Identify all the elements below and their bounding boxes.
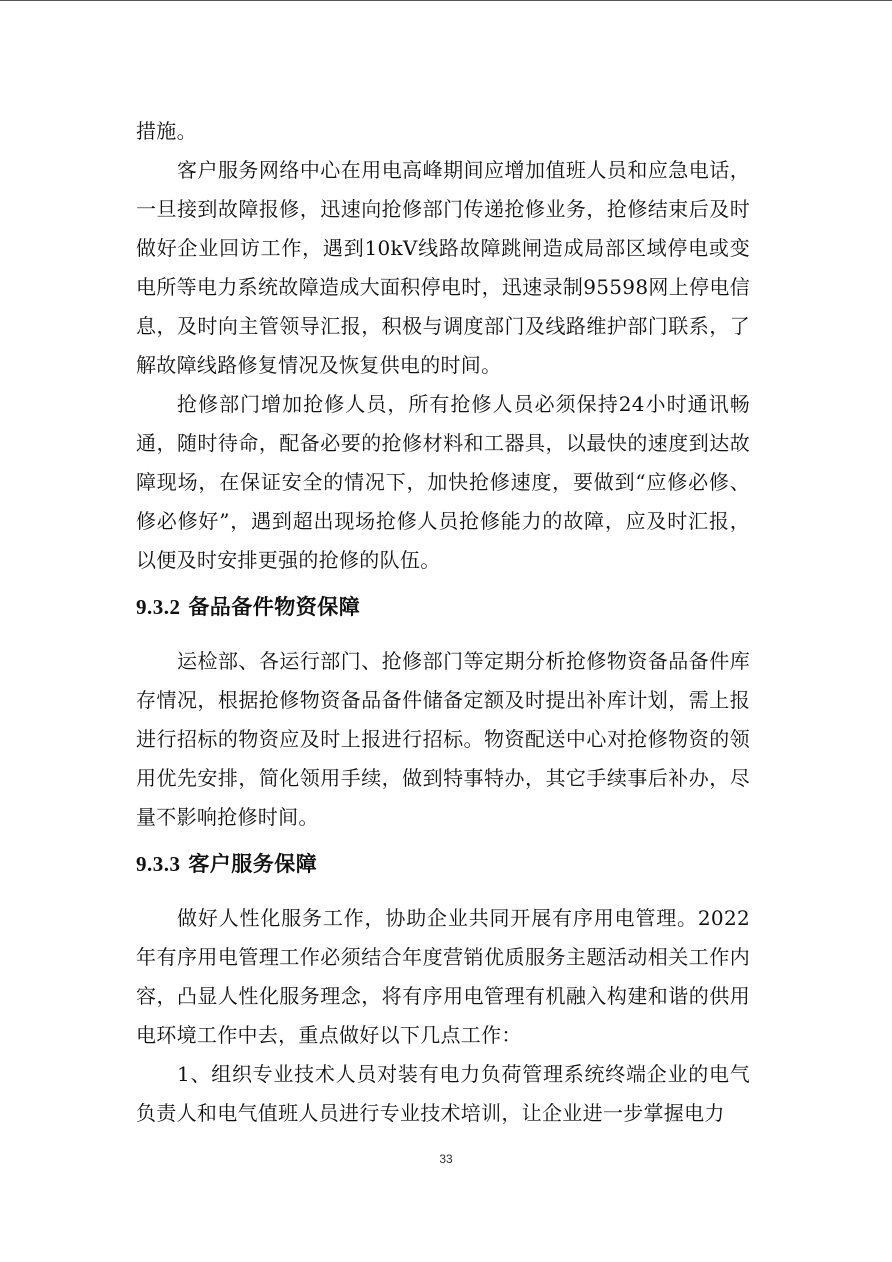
page-number: 33 <box>439 1152 453 1166</box>
top-border-line <box>0 0 892 1</box>
section-heading-9-3-3 <box>136 847 750 881</box>
document-page <box>136 112 750 1133</box>
paragraph-repair-department: 抢修部门增加抢修人员，所有抢修人员必须保持24小时通讯畅通，随时待命，配备必要的抢修材料和工器具，以最快的速度到达故障现场，在保证安全的情况下，加快抢修速度，要做到“应修必修、修必修好”，遇到超出现场抢修人员抢修能力的故障，应及时汇报，以便及时安排更强的抢修的队伍。 <box>136 392 750 572</box>
paragraph-humanized-service: 做好人性化服务工作，协助企业共同开展有序用电管理。2022年有序用电管理工作必须结合年度营销优质服务主题活动相关工作内容，凸显人性化服务理念，将有序用电管理有机融入构建和谐的供用电环境工作中去，重点做好以下几点工作： <box>136 906 750 1047</box>
paragraph-customer-service-center: 客户服务网络中心在用电高峰期间应增加值班人员和应急电话，一旦接到故障报修，迅速向抢修部门传递抢修业务，抢修结束后及时做好企业回访工作，遇到10kV线路故障跳闸造成局部区域停电或变电所等电力系统故障造成大面积停电时，迅速录制95598网上停电信息，及时向主管领导汇报，积极与调度部门及线路维护部门联系，了解故障线路修复情况及恢复供电的时间。 <box>136 158 750 377</box>
paragraph-continuation: 措施。 <box>136 119 197 143</box>
section-title: 客户服务保障 <box>188 852 318 876</box>
section-number: 9.3.2 <box>136 595 181 619</box>
section-heading-9-3-2 <box>136 590 750 624</box>
paragraph-spare-parts: 运检部、各运行部门、抢修部门等定期分析抢修物资备品备件库存情况，根据抢修物资备品备件储备定额及时提出补库计划，需上报进行招标的物资应及时上报进行招标。物资配送中心对抢修物资的领用优先安排，简化领用手续，做到特事特办，其它手续事后补办，尽量不影响抢修时间。 <box>136 649 750 829</box>
section-title: 备品备件物资保障 <box>188 595 361 619</box>
section-number: 9.3.3 <box>136 852 181 876</box>
paragraph-list-item-1: 1、组织专业技术人员对装有电力负荷管理系统终端企业的电气负责人和电气值班人员进行专业技术培训，让企业进一步掌握电力 <box>136 1062 750 1125</box>
